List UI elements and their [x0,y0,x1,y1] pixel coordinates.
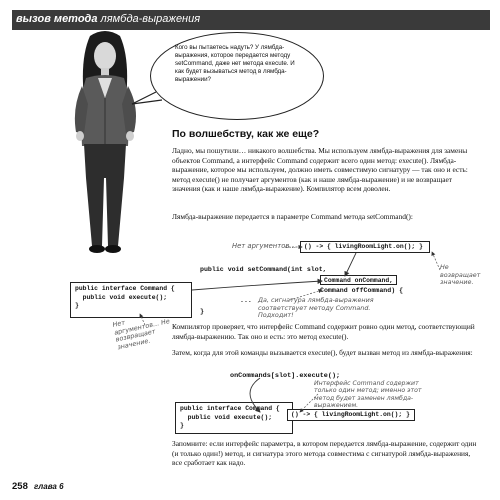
interface-line-1: public interface Command { [75,285,175,292]
paragraph-2: Лямбда-выражение передается в параметре Command метода setCommand(): [172,212,413,221]
paragraph-1: Ладно, мы пошутили… никакого волшебства. Мы используем лямбда-выражения для замены объектов Command, а интерфейс Command содержит всего один метод: execute(). Лямбда-выражение, которое мы используем, должно иметь совместимую сигнатуру — так оно и есть: метод execute() не получает аргументов (как и наше лямбда-выражение) и не возвращает значения (как и наше лямбда-выражение). Компилятор всем доволен. [172,146,468,194]
execute-call: onCommands[slot].execute(); [230,372,341,380]
note-single-method: Интерфейс Command содержит только один метод; именно этот метод будет заменен лямбда-выражением. [314,380,422,410]
setcommand-signature: public void setCommand(int slot, [200,266,327,273]
interface-box-2 [175,402,293,434]
interface-line-2: public void execute(); [75,293,168,301]
interface2-line-2: public void execute(); [180,413,273,421]
section-heading: По волшебству, как же еще? [172,128,320,140]
page-number: 258 [12,481,28,492]
header-title-rest: лямбда-выражения [97,13,201,25]
method-closing-brace: } [200,308,204,315]
interface2-line-1: public interface Command { [180,405,280,412]
param-off-command: Command offCommand) { [320,287,404,294]
page-header [12,10,490,30]
header-title [16,13,200,25]
param-on-command: Command onCommand, [320,275,397,285]
note-signature-match: Да, сигнатура лямбда-выражения соответствует методу Command. Подходит! [258,296,374,320]
interface2-line-3: } [180,422,184,429]
note-no-return: Не возвращает значение. [440,263,481,287]
method-ellipsis: ... [240,297,252,304]
bubble-text: Кого вы пытаетесь надуть? У лямбда-выражения, которое передается методу setCommand, даже нет метода execute. И как будет вызываться метод в лямбда-выражении? [175,44,295,84]
paragraph-4: Затем, когда для этой команды вызывается execute(), будет вызван метод из лямбда-выражения: [172,348,473,357]
woman-photo [60,28,150,258]
paragraph-5: Запомните: если интерфейс параметра, в котором передается лямбда-выражение, содержит один (и только один!) метод, и сигнатура этого метода совместима с сигнатурой лямбда-выражения, все сработает как надо. [172,439,477,468]
header-title-bold: вызов метода [16,13,98,25]
lambda-box-2: () -> { livingRoomLight.on(); } [287,409,415,421]
note-no-args: Нет аргументов… [232,242,297,250]
chapter-label: глава 6 [34,482,64,491]
lambda-box-1: () -> { livingRoomLight.on(); } [300,241,430,253]
paragraph-3: Компилятор проверяет, что интерфейс Command содержит ровно один метод, соответствующий лямбда-выражению. Так оно и есть: это метод execute(). [172,322,475,341]
note-interface: Нет аргументов… Не возвращает значение. [111,316,171,352]
interface-box-1 [70,282,192,318]
interface-line-3: } [75,302,79,309]
